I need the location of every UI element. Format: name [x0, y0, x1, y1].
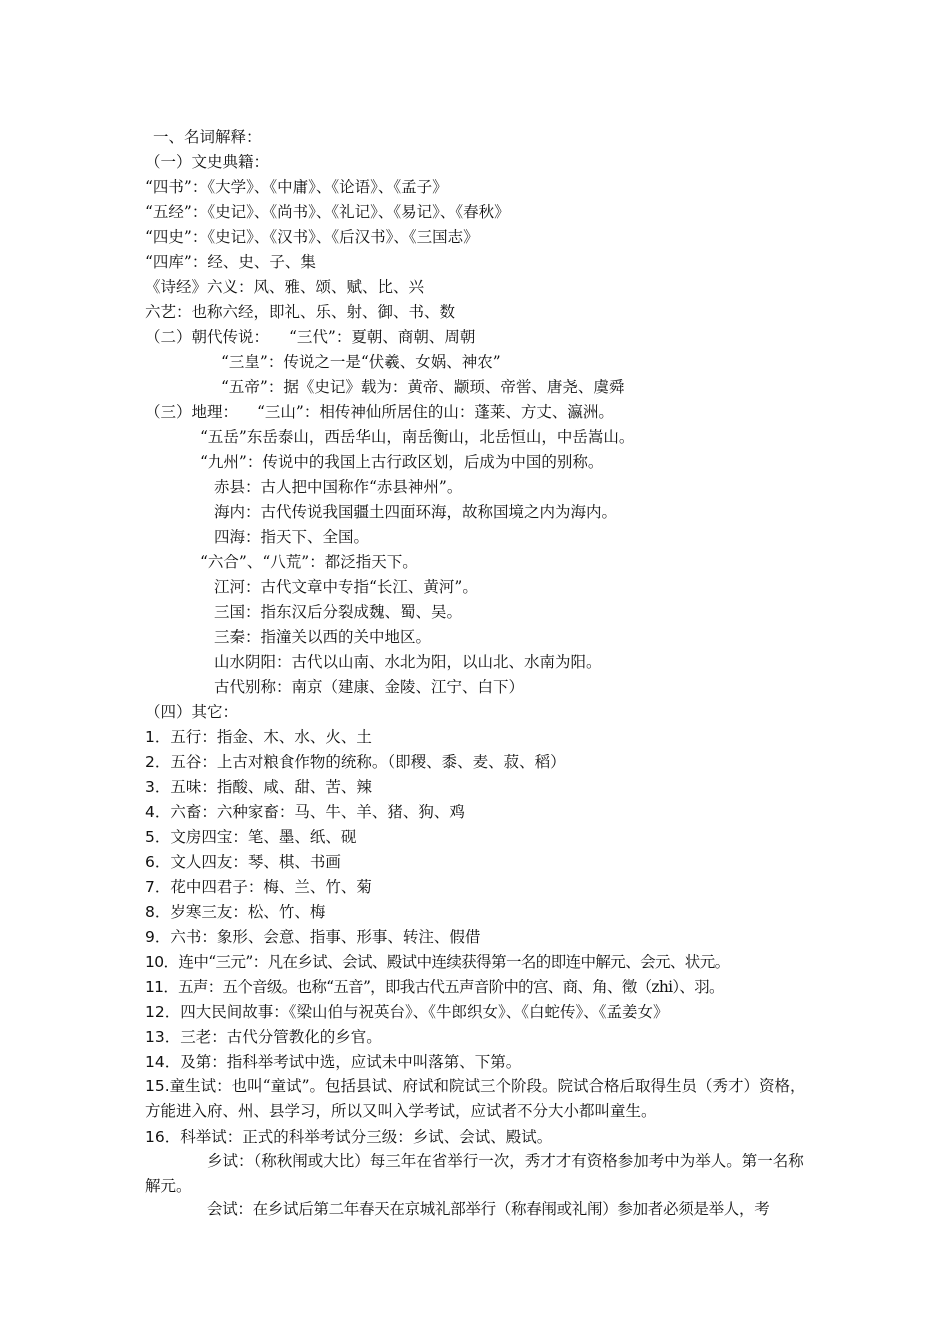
item-text: 童生试：也叫“童试”。包括县试、府试和院试三个阶段。院试合格后取得生员（秀才）资格，方能进入府、州、县学习，所以又叫入学考试，应试者不分大小都叫童生。 — [145, 1077, 806, 1120]
list-item — [145, 977, 724, 997]
item-number: 11． — [145, 978, 179, 996]
sec3-line: “五岳”东岳泰山，西岳华山，南岳衡山，北岳恒山，中岳嵩山。 — [200, 428, 635, 446]
paragraph-huishi: 会试：在乡试后第二年春天在京城礼部举行（称春闱或礼闱）参加者必须是举人，考 — [207, 1200, 770, 1218]
sec3-line: 赤县：古人把中国称作“赤县神州”。 — [214, 478, 463, 496]
list-item — [145, 927, 480, 947]
list-item — [145, 802, 465, 822]
sec3-line: 江河：古代文章中专指“长江、黄河”。 — [214, 578, 478, 596]
list-item — [145, 727, 372, 747]
sec3-line: “六合”、“八荒”：都泛指天下。 — [200, 553, 418, 571]
doc-heading: 一、名词解释： — [153, 128, 262, 146]
sec1-line: “四史”：《史记》、《汉书》、《后汉书》、《三国志》 — [145, 228, 479, 246]
sec1-line: “四书”：《大学》、《中庸》、《论语》、《孟子》 — [145, 178, 448, 196]
item-text: 五行：指金、木、水、火、土 — [170, 728, 372, 746]
item-text: 五味：指酸、咸、甜、苦、辣 — [170, 778, 372, 796]
sec3-line: 四海：指天下、全国。 — [214, 528, 370, 546]
list-item — [145, 1052, 521, 1072]
list-item — [145, 1002, 669, 1022]
list-item — [145, 1074, 807, 1124]
sec3-line: 三秦：指潼关以西的关中地区。 — [214, 628, 432, 646]
sec1-line: “五经”：《史记》、《尚书》、《礼记》、《易记》、《春秋》 — [145, 203, 510, 221]
sec2-first: “三代”：夏朝、商朝、周朝 — [289, 328, 476, 346]
item-text: 四大民间故事：《梁山伯与祝英台》、《牛郎织女》、《白蛇传》、《孟姜女》 — [180, 1003, 669, 1021]
sec2-line: “三皇”：传说之一是“伏羲、女娲、神农” — [221, 353, 501, 371]
sec3-first: “三山”：相传神仙所居住的山：蓬莱、方丈、瀛洲。 — [257, 403, 614, 421]
item-number: 15. — [145, 1077, 170, 1095]
sec2-line: “五帝”：据《史记》载为：黄帝、颛顼、帝喾、唐尧、虞舜 — [221, 378, 625, 396]
sec4-title: （四）其它： — [145, 703, 239, 721]
list-item — [145, 777, 372, 797]
item-text: 三老：古代分管教化的乡官。 — [180, 1028, 382, 1046]
item-text: 文人四友：琴、棋、书画 — [170, 853, 341, 871]
list-item — [145, 877, 372, 897]
list-item — [145, 852, 341, 872]
item-number: 14． — [145, 1053, 181, 1071]
item-number: 3． — [145, 778, 171, 796]
item-number: 5． — [145, 828, 171, 846]
item-text: 六书：象形、会意、指事、形事、转注、假借 — [170, 928, 481, 946]
sec3-line: 山水阴阳：古代以山南、水北为阳，以山北、水南为阳。 — [214, 653, 602, 671]
item-number: 2． — [145, 753, 171, 771]
item-text: 岁寒三友：松、竹、梅 — [170, 903, 326, 921]
item-text: 连中“三元”：凡在乡试、会试、殿试中连续获得第一名的即连中解元、会元、状元。 — [178, 953, 730, 971]
list-item — [145, 827, 356, 847]
sec2-title: （二）朝代传说： — [145, 328, 270, 346]
item-number: 1． — [145, 728, 171, 746]
list-item — [145, 902, 325, 922]
sec3-line: 海内：古代传说我国疆土四面环海，故称国境之内为海内。 — [214, 503, 618, 521]
sec3-line: 三国：指东汉后分裂成魏、蜀、吴。 — [214, 603, 463, 621]
item-text: 文房四宝：笔、墨、纸、砚 — [170, 828, 357, 846]
item-text: 六畜：六种家畜：马、牛、羊、猪、狗、鸡 — [170, 803, 465, 821]
item-text: 五谷：上古对粮食作物的统称。（即稷、黍、麦、菽、稻） — [170, 753, 566, 771]
item-text: 科举试：正式的科举考试分三级：乡试、会试、殿试。 — [180, 1128, 553, 1146]
item-number: 10． — [145, 953, 179, 971]
sec1-line: 《诗经》六义：风、雅、颂、赋、比、兴 — [145, 278, 425, 296]
item-number: 6． — [145, 853, 171, 871]
item-text: 及第：指科举考试中选，应试未中叫落第、下第。 — [180, 1053, 522, 1071]
item-number: 12． — [145, 1003, 181, 1021]
sec3-line: “九州”：传说中的我国上古行政区划，后成为中国的别称。 — [200, 453, 604, 471]
item-number: 16． — [145, 1128, 181, 1146]
sec3-line: 古代别称：南京（建康、金陵、江宁、白下） — [214, 678, 525, 696]
list-item — [145, 752, 566, 772]
item-text: 五声：五个音级。也称“五音”，即我古代五声音阶中的宫、商、角、徵（zhi）、羽。 — [178, 978, 724, 996]
sec1-title: （一）文史典籍： — [145, 153, 270, 171]
sec1-line: “四库”：经、史、子、集 — [145, 253, 316, 271]
item-number: 9． — [145, 928, 171, 946]
item-number: 7． — [145, 878, 171, 896]
item-text: 花中四君子：梅、兰、竹、菊 — [170, 878, 372, 896]
list-item — [145, 1027, 382, 1047]
sec3-title: （三）地理： — [145, 403, 239, 421]
sec1-line: 六艺：也称六经，即礼、乐、射、御、书、数 — [145, 303, 456, 321]
paragraph-xiangshi: 乡试：（称秋闱或大比）每三年在省举行一次，秀才才有资格参加考中为举人。第一名称解元。 — [145, 1152, 804, 1195]
item-number: 4． — [145, 803, 171, 821]
list-item — [145, 952, 730, 972]
list-item — [145, 1127, 552, 1147]
item-number: 8． — [145, 903, 171, 921]
item-number: 13． — [145, 1028, 181, 1046]
